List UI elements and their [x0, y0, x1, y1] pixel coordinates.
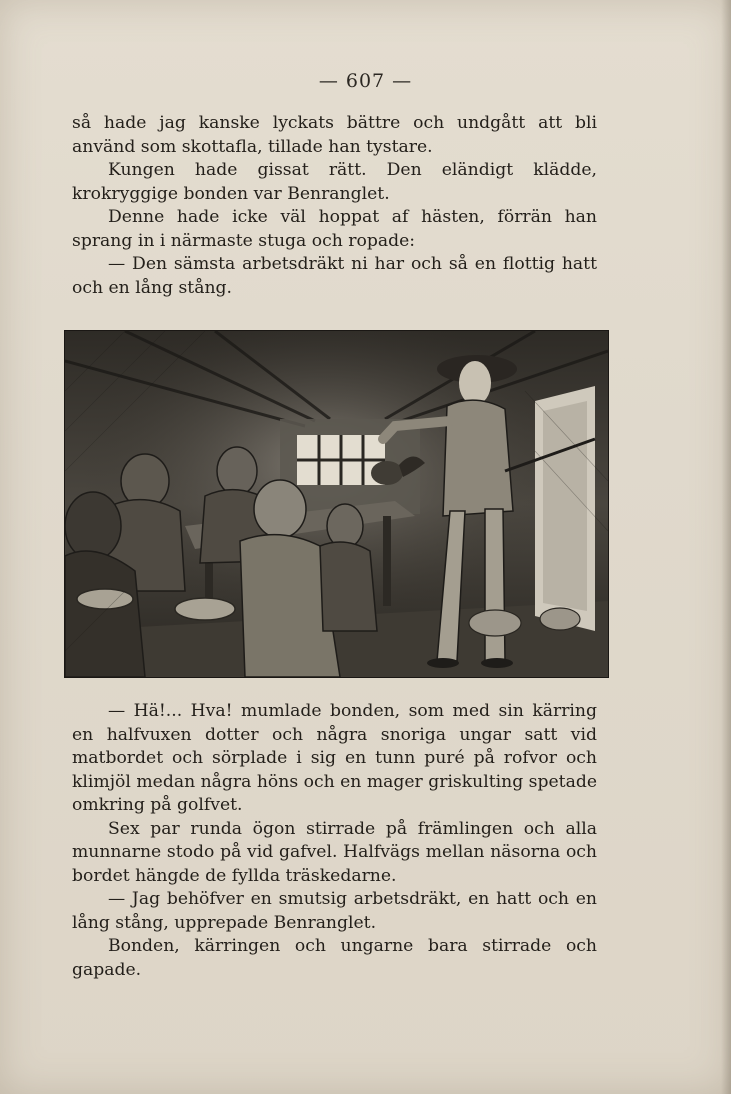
- illustration-interior-scene: [64, 330, 609, 678]
- paragraph: Bonden, kärringen och ungarne bara stirrade och gapade.: [72, 936, 597, 980]
- paragraph: — Hä!... Hva! mumlade bonden, som med sin kärring en halfvuxen dotter och några snoriga ungar satt vid matbordet och sörplade i sig en tunn puré på rofvor och klimjöl medan några höns och en mager griskulting spetade omkring på golfvet.: [72, 701, 597, 815]
- paragraph: — Den sämsta arbetsdräkt ni har och så en flottig hatt och en lång stång.: [72, 254, 597, 298]
- window: [297, 435, 385, 485]
- page-edge-shadow: [721, 0, 731, 1094]
- paragraph: Kungen hade gissat rätt. Den eländigt klädde, krokryggige bonden var Benranglet.: [72, 160, 597, 204]
- doorway: [535, 386, 595, 631]
- page-number: — 607 —: [318, 70, 413, 92]
- paragraph: — Jag behöfver en smutsig arbetsdräkt, en hatt och en lång stång, upprepade Benranglet.: [72, 889, 597, 933]
- paragraph: Denne hade icke väl hoppat af hästen, förrän han sprang in i närmaste stuga och ropade:: [72, 207, 597, 251]
- text-block-bottom: [72, 700, 597, 982]
- illustration-drawing: [65, 331, 608, 677]
- paragraph: Sex par runda ögon stirrade på främlingen och alla munnarne stodo på vid gafvel. Halfvägs mellan näsorna och bordet hängde de fyllda träskedarne.: [72, 818, 597, 886]
- paragraph: så hade jag kanske lyckats bättre och undgått att bli använd som skottafla, tillade han tystare.: [72, 113, 597, 157]
- text-block-top: [72, 112, 597, 300]
